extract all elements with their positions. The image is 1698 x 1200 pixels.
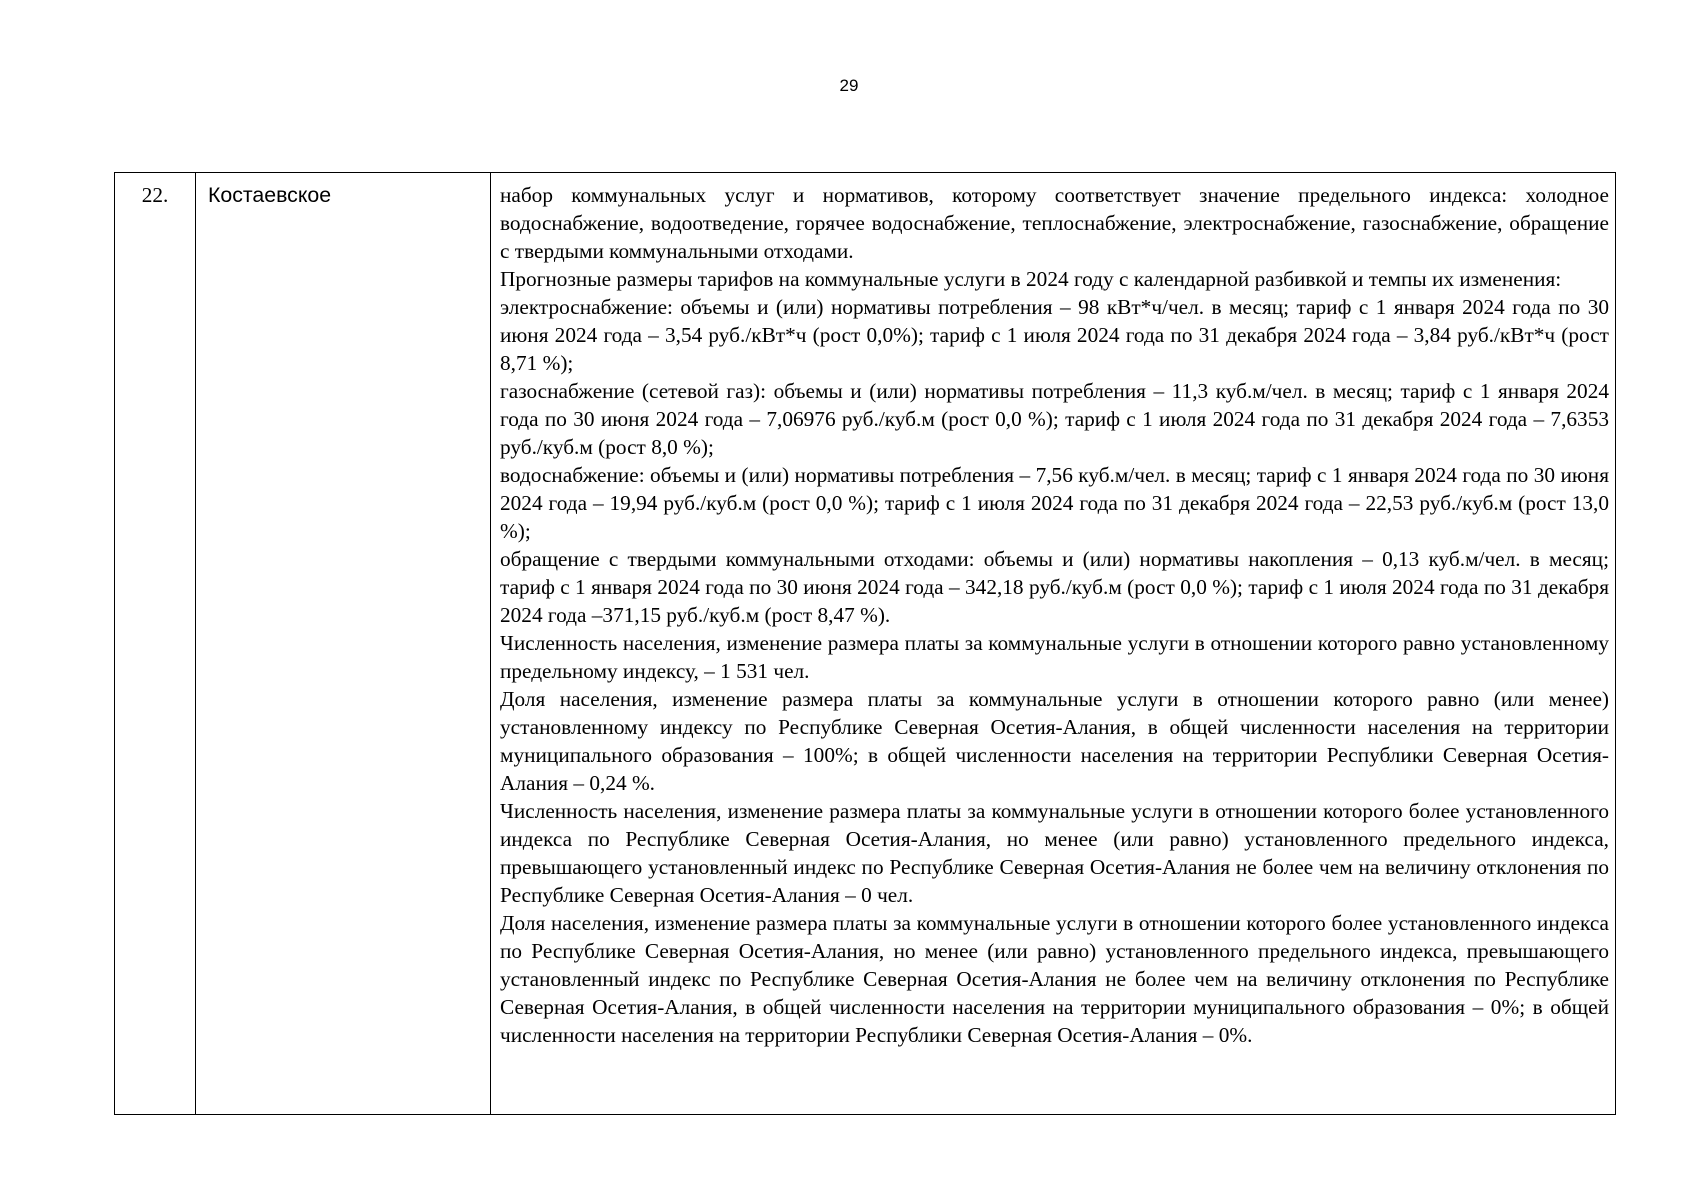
municipality-name: Костаевское: [196, 173, 491, 1115]
paragraph-solid-waste: обращение с твердыми коммунальными отходами: объемы и (или) нормативы накопления – 0,13 куб.м/чел. в месяц; тариф с 1 января 2024 года по 30 июня 2024 года – 342,18 руб./куб.м (рост 0,0 %); тариф с 1 июля 2024 года по 31 декабря 2024 года –371,15 руб./куб.м (рост 8,47 %).: [500, 547, 1609, 627]
tariff-table: [114, 172, 1616, 1115]
paragraph-share-above: Доля населения, изменение размера платы за коммунальные услуги в отношении которого более установленного индекса по Республике Северная Осетия-Алания, но менее (или равно) установленного предельного индекса, превышающего установленный индекс по Республике Северная Осетия-Алания не более чем на величину отклонения по Республике Северная Осетия-Алания, в общей численности населения на территории муниципального образования – 0%; в общей численности населения на территории Республики Северная Осетия-Алания – 0%.: [500, 911, 1609, 1047]
row-description: [491, 173, 1616, 1115]
paragraph-tariff-forecast: Прогнозные размеры тарифов на коммунальные услуги в 2024 году с календарной разбивкой и темпы их изменения:: [500, 267, 1562, 291]
row-number: 22.: [115, 173, 196, 1115]
paragraph-gas: газоснабжение (сетевой газ): объемы и (или) нормативы потребления – 11,3 куб.м/чел. в месяц; тариф с 1 января 2024 года по 30 июня 2024 года – 7,06976 руб./куб.м (рост 0,0 %); тариф с 1 июля 2024 года по 31 декабря 2024 года – 7,6353 руб./куб.м (рост 8,0 %);: [500, 379, 1609, 459]
paragraph-water: водоснабжение: объемы и (или) нормативы потребления – 7,56 куб.м/чел. в месяц; тариф с 1 января 2024 года по 30 июня 2024 года – 19,94 руб./куб.м (рост 0,0 %); тариф с 1 июля 2024 года по 31 декабря 2024 года – 22,53 руб./куб.м (рост 13,0 %);: [500, 463, 1609, 543]
paragraph-population-equal: Численность населения, изменение размера платы за коммунальные услуги в отношении которого равно установленному предельному индексу, – 1 531 чел.: [500, 631, 1609, 683]
table-row: [115, 173, 1616, 1115]
paragraph-electricity: электроснабжение: объемы и (или) нормативы потребления – 98 кВт*ч/чел. в месяц; тариф с 1 января 2024 года по 30 июня 2024 года – 3,54 руб./кВт*ч (рост 0,0%); тариф с 1 июля 2024 года по 31 декабря 2024 года – 3,84 руб./кВт*ч (рост 8,71 %);: [500, 295, 1609, 375]
paragraph-service-set: набор коммунальных услуг и нормативов, которому соответствует значение предельного индекса: холодное водоснабжение, водоотведение, горячее водоснабжение, теплоснабжение, электроснабжение, газоснабжение, обращение с твердыми коммунальными отходами.: [500, 183, 1609, 263]
paragraph-population-above: Численность населения, изменение размера платы за коммунальные услуги в отношении которого более установленного индекса по Республике Северная Осетия-Алания, но менее (или равно) установленного предельного индекса, превышающего установленный индекс по Республике Северная Осетия-Алания не более чем на величину отклонения по Республике Северная Осетия-Алания – 0 чел.: [500, 799, 1609, 907]
paragraph-share-equal: Доля населения, изменение размера платы за коммунальные услуги в отношении которого равно (или менее) установленному индексу по Республике Северная Осетия-Алания, в общей численности населения на территории муниципального образования – 100%; в общей численности населения на территории Республики Северная Осетия-Алания – 0,24 %.: [500, 687, 1609, 795]
page-number: 29: [839, 76, 859, 95]
